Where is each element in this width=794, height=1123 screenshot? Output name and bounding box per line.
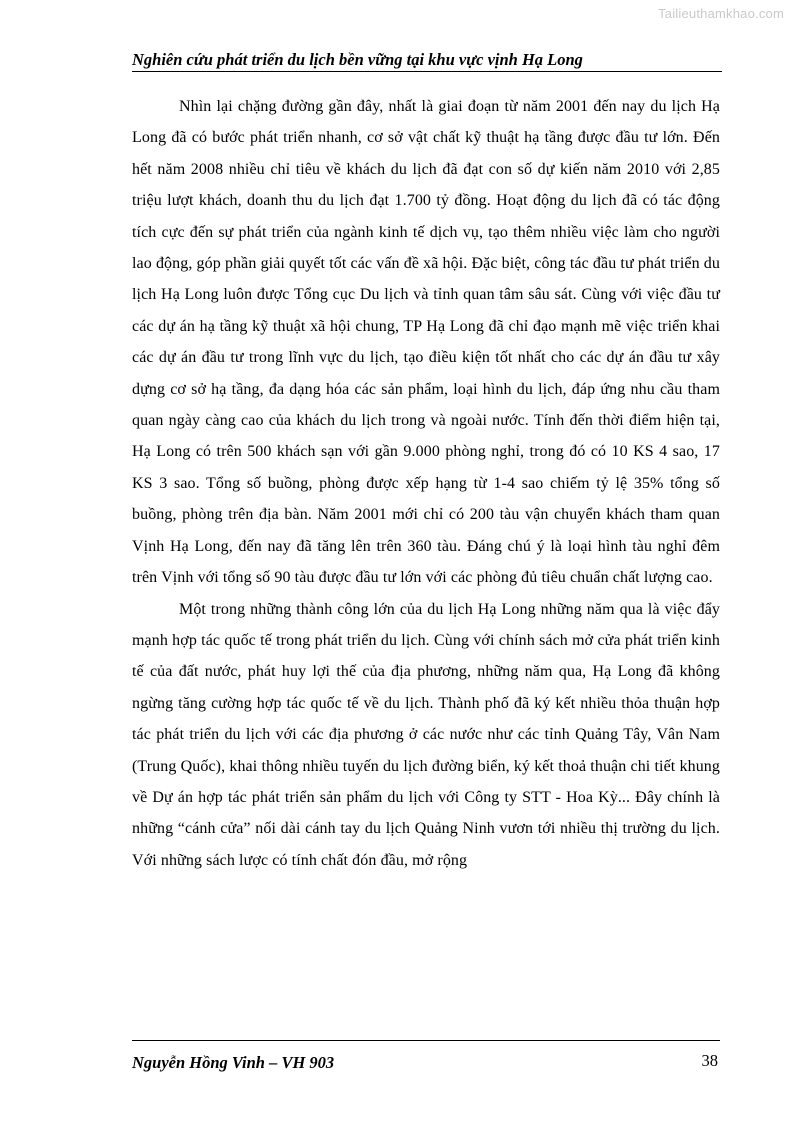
header-title: Nghiên cứu phát triển du lịch bền vững tại khu vực vịnh Hạ Long bbox=[132, 50, 583, 69]
paragraph: Một trong những thành công lớn của du lịch Hạ Long những năm qua là việc đẩy mạnh hợp tác quốc tế trong phát triển du lịch. Cùng với chính sách mở cửa phát triển kinh tế của đất nước, phát huy lợi thế của địa phương, những năm qua, Hạ Long đã không ngừng tăng cường hợp tác quốc tế về du lịch. Thành phố đã ký kết nhiều thỏa thuận hợp tác phát triển du lịch với các địa phương ở các nước như các tỉnh Quảng Tây, Vân Nam (Trung Quốc), khai thông nhiều tuyến du lịch đường biển, ký kết thoả thuận chi tiết khung về Dự án hợp tác phát triển sản phẩm du lịch với Công ty STT - Hoa Kỳ... Đây chính là những “cánh cửa” nối dài cánh tay du lịch Quảng Ninh vươn tới nhiều thị trường du lịch. Với những sách lược có tính chất đón đầu, mở rộng bbox=[132, 600, 720, 869]
body-text bbox=[132, 91, 720, 876]
footer-author: Nguyễn Hồng Vinh – VH 903 bbox=[132, 1053, 335, 1072]
page-footer bbox=[132, 1040, 720, 1089]
page-number: 38 bbox=[701, 1051, 718, 1070]
paragraph: Nhìn lại chặng đường gần đây, nhất là giai đoạn từ năm 2001 đến nay du lịch Hạ Long đã có bước phát triển nhanh, cơ sở vật chất kỹ thuật hạ tầng được đầu tư lớn. Đến hết năm 2008 nhiều chỉ tiêu về khách du lịch đã đạt con số dự kiến năm 2010 với 2,85 triệu lượt khách, doanh thu du lịch đạt 1.700 tỷ đồng. Hoạt động du lịch đã có tác động tích cực đến sự phát triển của ngành kinh tế dịch vụ, tạo thêm nhiều việc làm cho người lao động, góp phần giải quyết tốt các vấn đề xã hội. Đặc biệt, công tác đầu tư phát triển du lịch Hạ Long luôn được Tổng cục Du lịch và tỉnh quan tâm sâu sát. Cùng với việc đầu tư các dự án hạ tầng kỹ thuật xã hội chung, TP Hạ Long đã chỉ đạo mạnh mẽ việc triển khai các dự án đầu tư trong lĩnh vực du lịch, tạo điều kiện tốt nhất cho các dự án đầu tư xây dựng cơ sở hạ tầng, đa dạng hóa các sản phẩm, loại hình du lịch, đáp ứng nhu cầu tham quan ngày càng cao của khách du lịch trong và ngoài nước. Tính đến thời điểm hiện tại, Hạ Long có trên 500 khách sạn với gần 9.000 phòng nghỉ, trong đó có 10 KS 4 sao, 17 KS 3 sao. Tổng số buồng, phòng được xếp hạng từ 1-4 sao chiếm tỷ lệ 35% tổng số buồng, phòng trên địa bàn. Năm 2001 mới chỉ có 200 tàu vận chuyển khách tham quan Vịnh Hạ Long, đến nay đã tăng lên trên 360 tàu. Đáng chú ý là loại hình tàu nghỉ đêm trên Vịnh với tổng số 90 tàu được đầu tư lớn với các phòng đủ tiêu chuẩn chất lượng cao. bbox=[132, 98, 720, 587]
watermark-text: Tailieuthamkhao.com bbox=[658, 6, 784, 21]
page-header bbox=[132, 49, 722, 72]
